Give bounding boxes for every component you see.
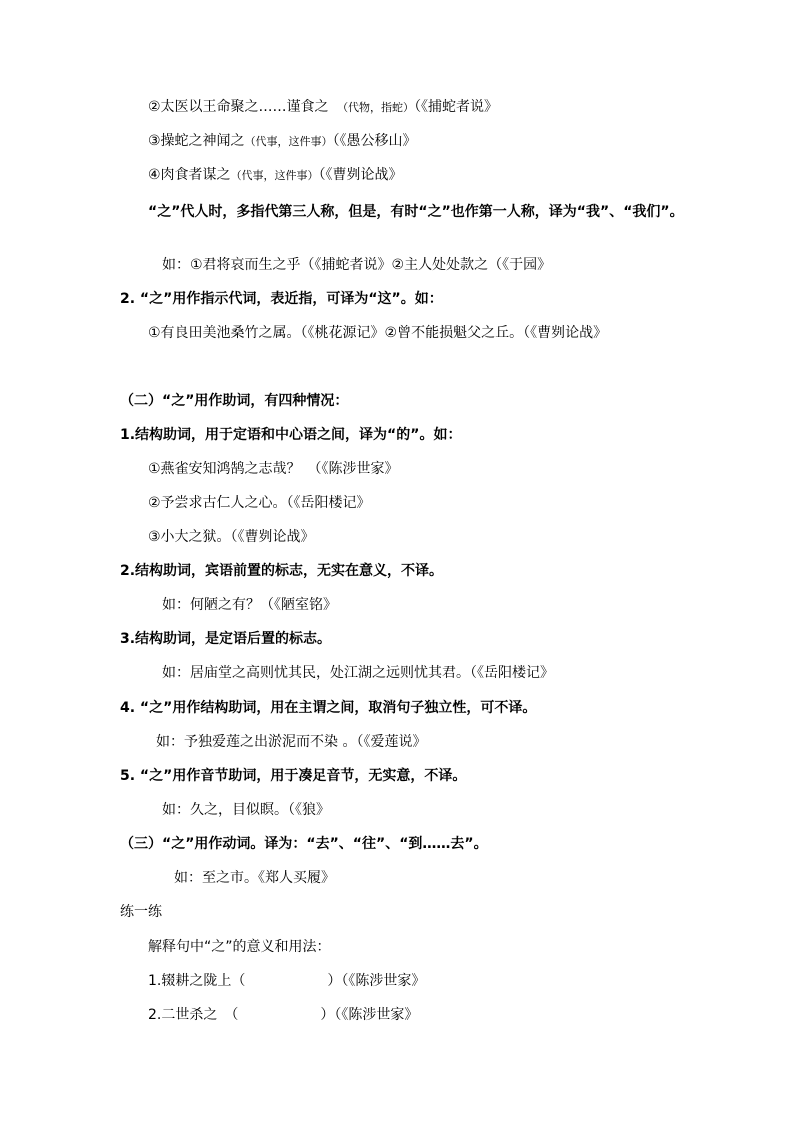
example-source: （《捕蛇者说》 [414, 99, 499, 115]
example-source: （《愚公移山》 [332, 133, 417, 149]
example-note: （代物，指蛇） [342, 101, 415, 114]
aux2-heading: 2.结构助词，宾语前置的标志，无实在意义，不译。 [120, 563, 444, 579]
practice-title: 练一练 [120, 904, 162, 920]
example-text: ②太医以王命聚之……谨食之 [148, 99, 343, 115]
aux1-heading: 1.结构助词，用于定语和中心语之间，译为“的”。如： [120, 427, 462, 443]
practice-item-text: 2.二世杀之 （ [148, 1007, 239, 1023]
example-note: （代事，这件事） [244, 135, 333, 148]
section2-heading: （二）“之”用作助词，有四种情况： [120, 393, 349, 409]
aux5-example: 如：久之，目似瞑。（《狼》 [162, 802, 330, 818]
section3-heading: （三）“之”用作动词。译为：“去”、“往”、“到……去”。 [120, 836, 488, 852]
practice-item-source: ）（《陈涉世家》 [327, 973, 426, 989]
example-text: ④肉食者谋之 [148, 167, 231, 183]
list-item: ③小大之狱。（《曹刿论战》 [148, 529, 315, 545]
practice-prompt: 解释句中“之”的意义和用法： [148, 939, 331, 955]
practice-item-text: 1.辍耕之陇上（ [148, 973, 246, 989]
example-source: （《曹刿论战》 [318, 167, 403, 183]
practice-item [148, 1005, 418, 1025]
aux4-heading: 4. “之”用作结构助词，用在主谓之间，取消句子独立性，可不译。 [120, 700, 537, 716]
person-note: “之”代人时，多指代第三人称，但是，有时“之”也作第一人称，译为“我”、“我们”。 [148, 204, 684, 220]
example-note: （代事，这件事） [230, 169, 319, 182]
list-item: ①燕雀安知鸿鹄之志哉？ （《陈涉世家》 [148, 461, 399, 477]
section3-example: 如：至之市。《郑人买履》 [174, 870, 335, 886]
list-item: ②予尝求古仁人之心。（《岳阳楼记》 [148, 495, 371, 511]
person-examples: 如：①君将哀而生之乎（《捕蛇者说》②主人处处款之（《于园》 [162, 257, 552, 273]
item2-examples: ①有良田美池桑竹之属。（《桃花源记》②曾不能损魁父之丘。（《曹刿论战》 [148, 325, 608, 341]
item2-heading: 2. “之”用作指示代词，表近指，可译为“这”。如： [120, 291, 443, 307]
aux4-example: 如：予独爱莲之出淤泥而不染 。（《爱莲说》 [156, 734, 427, 750]
example-line [148, 131, 417, 152]
aux3-heading: 3.结构助词，是定语后置的标志。 [120, 631, 332, 647]
example-line [148, 97, 498, 118]
example-text: ③操蛇之神闻之 [148, 133, 245, 149]
practice-item-source: ）（《陈涉世家》 [320, 1007, 419, 1023]
aux5-heading: 5. “之”用作音节助词，用于凑足音节，无实意，不译。 [120, 768, 467, 784]
aux2-example: 如：何陋之有？（《陋室铭》 [162, 597, 337, 613]
aux3-example: 如：居庙堂之高则忧其民，处江湖之远则忧其君。（《岳阳楼记》 [162, 665, 554, 681]
practice-item [148, 971, 425, 991]
example-line [148, 165, 403, 186]
